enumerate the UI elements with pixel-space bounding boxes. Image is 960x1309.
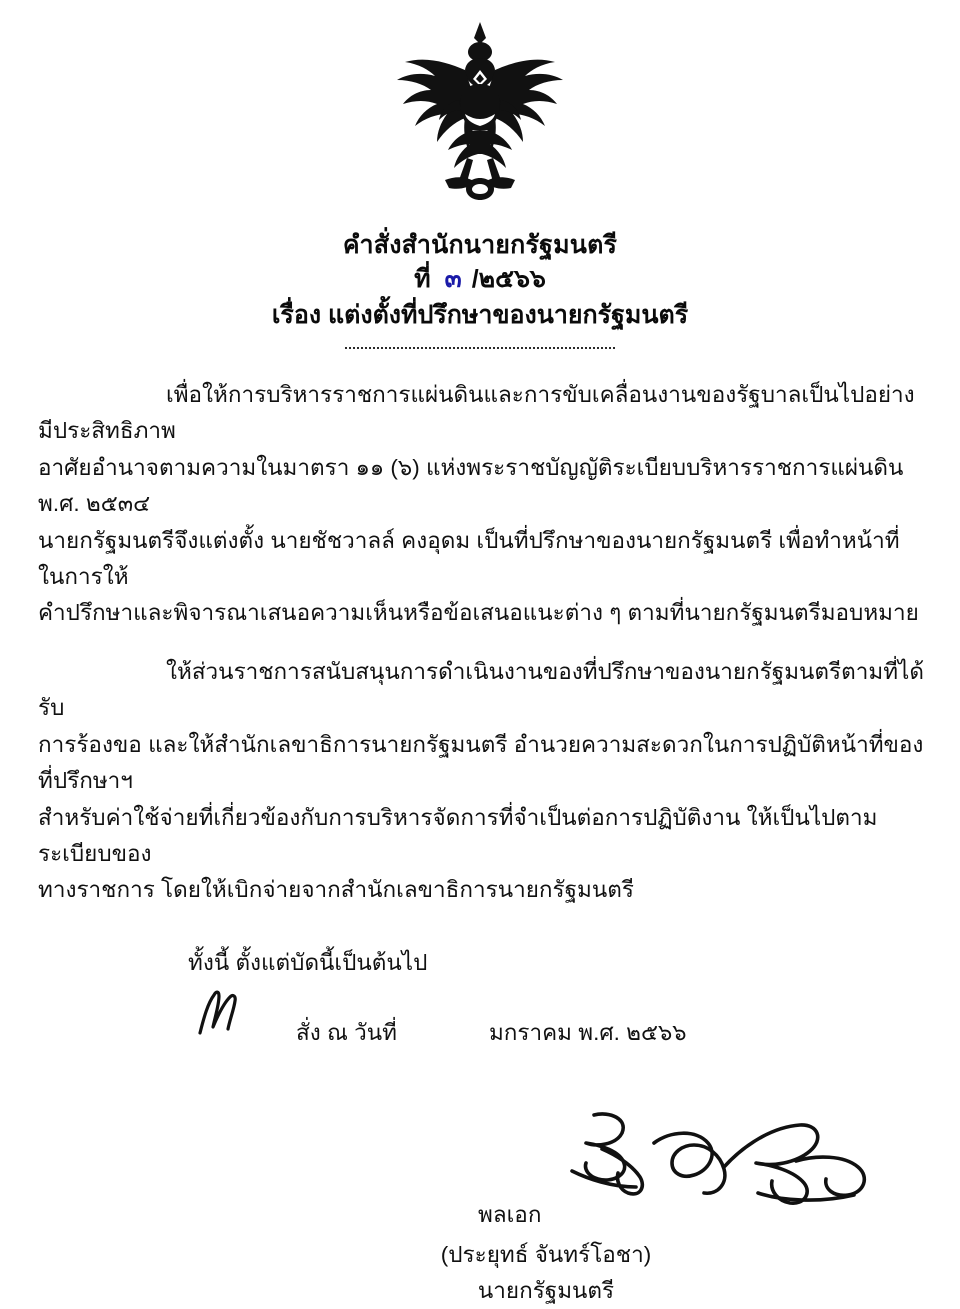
paragraph-1-line-2: อาศัยอำนาจตามความในมาตรา ๑๑ (๖) แห่งพระราชบัญญัติระเบียบบริหารราชการแผ่นดิน พ.ศ. ๒๕๓๔ [38, 454, 904, 517]
paragraph-2-line-2: การร้องขอ และให้สำนักเลขาธิการนายกรัฐมนตรี อำนวยความสะดวกในการปฏิบัติหน้าที่ของที่ปรึกษาฯ [38, 731, 924, 794]
paragraph-1-line-3: นายกรัฐมนตรีจึงแต่งตั้ง นายชัชวาลล์ คงอุดม เป็นที่ปรึกษาของนายกรัฐมนตรี เพื่อทำหน้าที่ในการให้ [38, 527, 900, 589]
dateline-month-year: มกราคม พ.ศ. ๒๕๖๖ [488, 1019, 687, 1045]
order-year: /๒๕๖๖ [471, 265, 546, 294]
heading-line-1: คำสั่งสำนักนายกรัฐมนตรี [342, 231, 618, 259]
signer-name: (ประยุทธ์ จันทร์โอชา) [440, 1242, 652, 1268]
paragraph-2-line-1: ให้ส่วนราชการสนับสนุนการดำเนินงานของที่ปรึกษาของนายกรัฐมนตรีตามที่ได้รับ [38, 658, 924, 721]
dateline [38, 1015, 924, 1051]
heading-subject: เรื่อง แต่งตั้งที่ปรึกษาของนายกรัฐมนตรี [271, 301, 689, 329]
handwritten-signature [558, 1109, 888, 1239]
paragraph-2 [38, 654, 924, 909]
order-number-prefix: ที่ [414, 265, 431, 294]
handwritten-day-mark [186, 987, 256, 1039]
emblem-container [28, 10, 932, 230]
paragraph-2-line-4: ทางราชการ โดยให้เบิกจ่ายจากสำนักเลขาธิการนายกรัฐมนตรี [38, 877, 634, 903]
paragraph-2-line-3: สำหรับค่าใช้จ่ายที่เกี่ยวข้องกับการบริหารจัดการที่จำเป็นต่อการปฏิบัติงาน ให้เป็นไปตามระเบียบของ [38, 804, 878, 866]
signer-rank: พลเอก [478, 1202, 542, 1228]
paragraph-1 [38, 377, 924, 632]
paragraph-1-line-1: เพื่อให้การบริหารราชการแผ่นดินและการขับเคลื่อนงานของรัฐบาลเป็นไปอย่างมีประสิทธิภาพ [38, 381, 915, 444]
heading-line-2 [28, 263, 932, 297]
document-body [28, 377, 932, 1304]
garuda-emblem-icon [385, 18, 575, 218]
closing-statement: ทั้งนี้ ตั้งแต่บัดนี้เป็นต้นไป [188, 949, 428, 975]
signature-block [38, 1109, 924, 1304]
paragraph-1-line-4: คำปรึกษาและพิจารณาเสนอความเห็นหรือข้อเสนอแนะต่าง ๆ ตามที่นายกรัฐมนตรีมอบหมาย [38, 600, 919, 626]
signer-title: นายกรัฐมนตรี [477, 1278, 615, 1304]
document-heading [28, 230, 932, 349]
order-number: ๓ [444, 265, 462, 294]
dateline-prefix: สั่ง ณ วันที่ [296, 1019, 397, 1045]
heading-divider [345, 347, 615, 349]
